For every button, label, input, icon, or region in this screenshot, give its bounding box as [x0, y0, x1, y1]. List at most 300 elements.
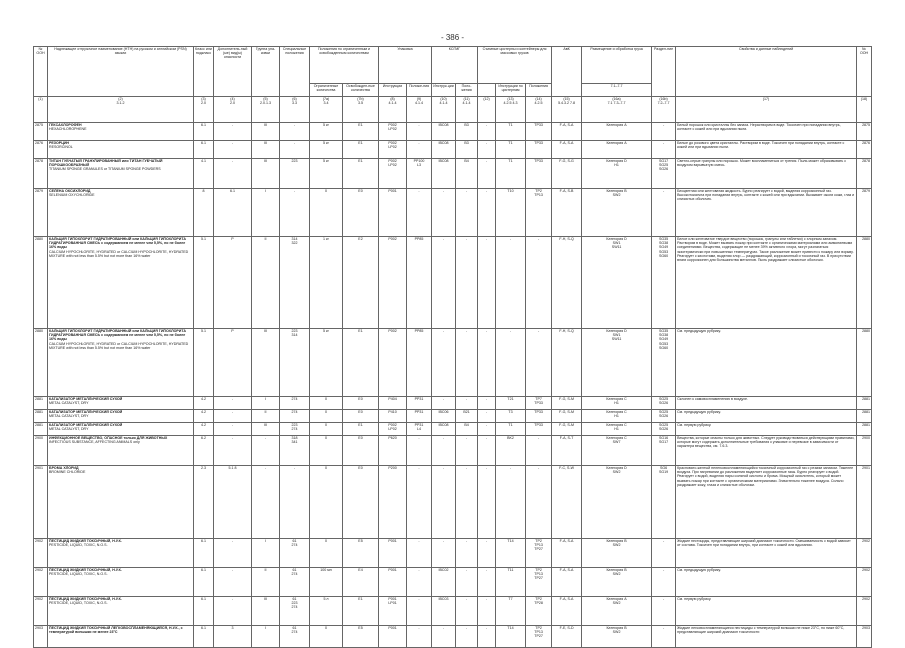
cell-special-provisions: 61 223 274 [280, 597, 310, 626]
cell-packing-group: III [252, 597, 280, 626]
cell-special-provisions: 274 [280, 397, 310, 410]
header-un-number-right: № ООН [857, 47, 872, 97]
name-en: CALCIUM HYPOCHLORITE, HYDRATED or CALCIUM HYPOCHLORITE, HYDRATED MIXTURE with not less than 5.5% but not more than 16% water [49, 341, 189, 350]
cell-properties: См. первую рубрику. [676, 423, 857, 436]
cell-un-number-right: 2901 [857, 466, 872, 539]
name-ru: ПЕСТИЦИД ЖИДКИЙ ТОКСИЧНЫЙ, Н.У.К. [49, 539, 122, 543]
cell-tank-instruction: T1 [496, 423, 526, 436]
cell-ems: F-A, S-T [552, 436, 582, 466]
cell-ems: F-G, S-M [552, 397, 582, 410]
cell-special-provisions: 61 274 [280, 568, 310, 597]
cell-packing-provision: - [407, 568, 432, 597]
cell-tank-provision: TP2 TP13 TP27 [526, 568, 552, 597]
cell-excepted-quantity: E1 [343, 123, 379, 141]
cell-properties: См. предыдущую рубрику. [676, 329, 857, 397]
cell-un-number: 2879 [34, 189, 48, 237]
cell-ems: F-A, S-B [552, 189, 582, 237]
cell-stowage: Категория D SW1 SW11 [582, 329, 652, 397]
header-col12 [478, 84, 496, 97]
cell-packing-instruction: P620 [379, 436, 407, 466]
cell-un-number: 2880 [34, 329, 48, 397]
cell-limited-quantity: 5 кг [310, 159, 343, 189]
cell-ems: F-H, S-Q [552, 237, 582, 329]
cell-excepted-quantity: E0 [343, 410, 379, 423]
cell-segregation: SG6 SG19 [652, 466, 676, 539]
colnum-3: (3) 2.0 [194, 97, 214, 123]
cell-ibc-provision: B4 [456, 423, 478, 436]
cell-un-number-right: 2900 [857, 436, 872, 466]
cell-subsidiary-hazard: - [214, 397, 252, 410]
cell-proper-shipping-name [48, 237, 194, 329]
colnum-5: (5) 2.0.1.3 [252, 97, 280, 123]
cell-packing-group: III [252, 423, 280, 436]
name-en: TITANIUM SPONGE GRANULES or TITANIUM SPONGE POWDERS [49, 167, 161, 172]
name-ru: ТИТАН ГУБЧАТЫЙ ГРАНУЛИРОВАННЫЙ или ТИТАН ГУБЧАТЫЙ ПОРОШКООБРАЗНЫЙ [49, 159, 163, 168]
table-row [34, 539, 872, 568]
cell-tank-provision: TP33 [526, 159, 552, 189]
cell-subsidiary-hazard: - [214, 436, 252, 466]
cell-properties: Жидкие легковоспламеняющиеся пестициды с температурой вспышки не ниже 23°C, но ниже 60°C, представляющие широкий диапазон токсичности [676, 626, 857, 648]
cell-un-number: 2900 [34, 436, 48, 466]
cell-limited-quantity: 5 л [310, 597, 343, 626]
cell-segregation: - [652, 123, 676, 141]
cell-ibc-provision: - [456, 189, 478, 237]
cell-properties: Белый порошок или кристаллы без запаха. Нерастворим в воде. Токсичен при попадании внутрь, контакте с кожей или при вдыхании пыли. [676, 123, 857, 141]
cell-proper-shipping-name [48, 539, 194, 568]
cell-packing-group: II [252, 410, 280, 423]
cell-un-number-right: 2881 [857, 410, 872, 423]
cell-tank-instruction: BK2 [496, 436, 526, 466]
cell-un-number: 2876 [34, 141, 48, 159]
cell-ems: F-G, S-M [552, 423, 582, 436]
cell-subsidiary-hazard: - [214, 539, 252, 568]
cell-un-number-right: 2881 [857, 397, 872, 410]
cell-properties: Светло-серые гранулы или порошок. Может воспламениться от трения. Пыль может образовывать с воздухом взрывчатую смесь. [676, 159, 857, 189]
cell-properties: Жидкие пестициды, представляющие широкий диапазон токсичности. Смешиваемость с водой зависит от состава. Токсичен при попадании внутрь, при контакте с кожей или вдыхании. [676, 539, 857, 568]
cell-limited-quantity: 5 кг [310, 329, 343, 397]
cell-packing-group: I [252, 189, 280, 237]
cell-packing-group: III [252, 141, 280, 159]
cell-stowage: Категория C H1 [582, 410, 652, 423]
table-row [34, 626, 872, 648]
cell-tank-instruction: T7 [496, 597, 526, 626]
table-row [34, 410, 872, 423]
cell-ibc-provision: - [456, 539, 478, 568]
cell-properties: Белое или желтоватое твердое вещество (порошок, гранулы или таблетки) с хлорным запахом. Растворим в воде. Может вызвать пожар при контакте с органическими материалами или аммониевыми соединениями. Вещества, содержащие не менее 39% активного хлора, могут разлагаться экзотермически при повышенных температурах. Такое разложение может привести к пожару или взрыву. Реагирует с кислотами, выделяя хлор — раздражающий, коррозионный и токсичный газ. В присутствии влаги коррозионен для большинства металлов. Пыль раздражает слизистые оболочки. [676, 237, 857, 329]
cell-packing-provision: PP85 [407, 329, 432, 397]
cell-ibc-instruction: - [432, 329, 456, 397]
cell-excepted-quantity: E0 [343, 466, 379, 539]
colnum-2: (2) 3.1.2 [48, 97, 194, 123]
cell-class: 4.2 [194, 397, 214, 410]
cell-stowage: Категория B SW2 [582, 189, 652, 237]
header-quantities-group: Положения по ограниченным и освобожденным количествам [310, 47, 379, 84]
name-en: PESTICIDE, LIQUID, TOXIC, N.O.S. [49, 601, 108, 606]
table-row [34, 329, 872, 397]
cell-ibc-instruction: - [432, 539, 456, 568]
cell-limited-quantity: 5 кг [310, 123, 343, 141]
cell-class: 6.1 [194, 141, 214, 159]
cell-un-number-right: 2902 [857, 568, 872, 597]
cell-un-number-right: 2902 [857, 597, 872, 626]
cell-ibc-instruction: - [432, 626, 456, 648]
colnum-10: (10) 4.1.4 [432, 97, 456, 123]
header-limited-quantities: Ограниченные количества [310, 84, 343, 97]
colnum-6: (6) 3.3 [280, 97, 310, 123]
table-row [34, 466, 872, 539]
name-en: METAL CATALYST, DRY [49, 427, 89, 432]
cell-class: 8 [194, 189, 214, 237]
colnum-7a: (7a) 3.4 [310, 97, 343, 123]
colnum-12: (12) [478, 97, 496, 123]
cell-limited-quantity: 0 [310, 436, 343, 466]
cell-stowage: Категория B SW2 [582, 626, 652, 648]
cell-properties: Вещества, которые опасны только для животных. Следует руководствоваться действующими правилами, которые могут содержать дополнительные требования к упаковке и перевозке в зависимости от характера вещества, см. 7.6.3. [676, 436, 857, 466]
cell-un-number: 2902 [34, 568, 48, 597]
cell-col12: - [478, 410, 496, 423]
cell-ibc-instruction: IBC08 [432, 423, 456, 436]
cell-tank-provision: TP33 [526, 141, 552, 159]
cell-un-number-right: 2880 [857, 237, 872, 329]
cell-limited-quantity: 0 [310, 539, 343, 568]
cell-proper-shipping-name [48, 568, 194, 597]
cell-ibc-provision: - [456, 466, 478, 539]
cell-un-number: 2903 [34, 626, 48, 648]
cell-stowage: Категория B SW2 [582, 539, 652, 568]
cell-stowage: Категория B SW2 [582, 568, 652, 597]
cell-packing-instruction: P002 LP02 [379, 123, 407, 141]
cell-packing-provision: - [407, 626, 432, 648]
colnum-4: (4) 2.0 [214, 97, 252, 123]
cell-packing-group: I [252, 397, 280, 410]
cell-un-number-right: 2876 [857, 141, 872, 159]
header-ibc-provisions: Поло-жения [456, 84, 478, 97]
cell-packing-provision: PP85 [407, 237, 432, 329]
cell-tank-provision: - [526, 466, 552, 539]
cell-segregation: SG35 SG38 SG49 SG53 SG60 [652, 237, 676, 329]
cell-segregation: SG25 SG26 [652, 397, 676, 410]
cell-tank-provision: TP7 TP33 [526, 397, 552, 410]
name-en: PESTICIDE, LIQUID, TOXIC, N.O.S. [49, 572, 108, 577]
cell-excepted-quantity: E5 [343, 626, 379, 648]
cell-stowage: Категория C H1 [582, 423, 652, 436]
cell-class: 6.1 [194, 539, 214, 568]
table-row [34, 141, 872, 159]
cell-stowage: Категория A [582, 123, 652, 141]
cell-properties: Склонен к самовоспламенению в воздухе. [676, 397, 857, 410]
cell-packing-provision: PP100 L3 [407, 159, 432, 189]
cell-subsidiary-hazard: - [214, 410, 252, 423]
cell-tank-instruction: - [496, 466, 526, 539]
cell-packing-instruction: P200 [379, 466, 407, 539]
cell-proper-shipping-name [48, 123, 194, 141]
cell-tank-provision: TP2 TP13 TP27 [526, 539, 552, 568]
header-excepted-quantities: Освобожден-ные количества [343, 84, 379, 97]
cell-ibc-instruction: - [432, 397, 456, 410]
cell-tank-instruction: T1 [496, 123, 526, 141]
name-en: METAL CATALYST, DRY [49, 414, 89, 419]
cell-stowage: Категория D SW1 SW11 [582, 237, 652, 329]
cell-special-provisions: 274 [280, 410, 310, 423]
cell-tank-provision: TP2 TP28 [526, 597, 552, 626]
cell-ems: F-A, S-A [552, 141, 582, 159]
cell-ems: F-A, S-A [552, 123, 582, 141]
cell-subsidiary-hazard: - [214, 597, 252, 626]
cell-ibc-provision: B3 [456, 123, 478, 141]
cell-ibc-instruction: IBC03 [432, 597, 456, 626]
cell-tank-provision: TP33 [526, 410, 552, 423]
header-ibc-group: КСГМГ [432, 47, 478, 84]
cell-segregation: SG16 SG17 [652, 436, 676, 466]
colnum-15: (15) 5.4.3.2 7.8 [552, 97, 582, 123]
cell-class: 6.1 [194, 597, 214, 626]
cell-col12: - [478, 397, 496, 410]
colnum-11: (11) 4.1.4 [456, 97, 478, 123]
cell-ibc-provision: B4 [456, 159, 478, 189]
name-ru: ГЕКСАХЛОРОФЕН [49, 123, 82, 127]
cell-subsidiary-hazard: - [214, 123, 252, 141]
table-row [34, 436, 872, 466]
cell-proper-shipping-name [48, 189, 194, 237]
cell-stowage: Категория A [582, 141, 652, 159]
cell-segregation: SG25 SG26 [652, 423, 676, 436]
cell-packing-provision: PP31 [407, 410, 432, 423]
cell-subsidiary-hazard: 6.1 [214, 189, 252, 237]
cell-proper-shipping-name [48, 141, 194, 159]
cell-ibc-provision: - [456, 626, 478, 648]
cell-segregation: - [652, 597, 676, 626]
cell-special-provisions: - [280, 466, 310, 539]
cell-packing-group: II [252, 237, 280, 329]
cell-limited-quantity: 0 [310, 397, 343, 410]
cell-ibc-provision: - [456, 397, 478, 410]
name-ru: БРОМА ХЛОРИД [49, 466, 79, 470]
cell-segregation: SG35 SG38 SG49 SG53 SG60 [652, 329, 676, 397]
cell-proper-shipping-name [48, 436, 194, 466]
cell-tank-provision: TP2 TP13 TP27 [526, 626, 552, 648]
cell-class: 6.1 [194, 568, 214, 597]
cell-segregation: SG25 SG26 [652, 410, 676, 423]
cell-limited-quantity: 100 мл [310, 568, 343, 597]
table-row [34, 237, 872, 329]
cell-ibc-provision: - [456, 436, 478, 466]
cell-packing-provision: - [407, 436, 432, 466]
cell-excepted-quantity: E1 [343, 159, 379, 189]
cell-tank-instruction: - [496, 329, 526, 397]
cell-packing-group: - [252, 436, 280, 466]
cell-stowage: Категория D SW2 [582, 466, 652, 539]
name-en: METAL CATALYST, DRY [49, 401, 89, 406]
cell-ibc-provision: B21 [456, 410, 478, 423]
colnum-8: (8) 4.1.4 [379, 97, 407, 123]
cell-packing-instruction: P002 [379, 329, 407, 397]
cell-packing-instruction: P001 [379, 568, 407, 597]
cell-segregation: - [652, 189, 676, 237]
cell-packing-instruction: P001 LP01 [379, 597, 407, 626]
cell-ibc-provision: - [456, 237, 478, 329]
colnum-18: (18) [857, 97, 872, 123]
cell-packing-provision: - [407, 597, 432, 626]
cell-class: 6.1 [194, 123, 214, 141]
cell-special-provisions: - [280, 141, 310, 159]
cell-properties: Красновато-желтый нелегковоспламеняющийся токсичный коррозионный газ с резким запахом. Тяжелее воздуха. При нагревании до разложения выделяет коррозионные газы. Бурно реагирует с водой. Реагирует с водой, выделяя пары соляной кислоты и брома. Мощный окислитель, который может вызвать пожар при контакте с органическими материалами. Значительно тяжелее воздуха. Сильно раздражает кожу, глаза и слизистые оболочки. [676, 466, 857, 539]
name-ru: СЕЛЕНА ОКСИХЛОРИД [49, 189, 91, 193]
header-tank-provisions: Положения [526, 84, 552, 97]
cell-un-number-right: 2880 [857, 329, 872, 397]
cell-subsidiary-hazard: - [214, 423, 252, 436]
cell-packing-instruction: P002 LP02 [379, 159, 407, 189]
cell-special-provisions: 314 322 [280, 237, 310, 329]
cell-tank-provision: TP2 TP13 [526, 189, 552, 237]
cell-un-number-right: 2875 [857, 123, 872, 141]
cell-ems: F-A, S-A [552, 597, 582, 626]
cell-col12: - [478, 539, 496, 568]
cell-packing-group: - [252, 466, 280, 539]
cell-packing-instruction: P410 [379, 410, 407, 423]
cell-tank-instruction: T10 [496, 189, 526, 237]
cell-col12: - [478, 436, 496, 466]
cell-properties: Бесцветная или желтоватая жидкость. Бурно реагирует с водой, выделяя коррозионный газ. Высокотоксична при попадании внутрь, контакте с кожей или при вдыхании. Вызывает ожоги кожи, глаз и слизистых оболочек. [676, 189, 857, 237]
cell-ems: F-A, S-A [552, 539, 582, 568]
cell-excepted-quantity: E5 [343, 539, 379, 568]
cell-tank-instruction: T11 [496, 568, 526, 597]
cell-class: 5.1 [194, 329, 214, 397]
cell-proper-shipping-name [48, 159, 194, 189]
cell-proper-shipping-name [48, 466, 194, 539]
cell-col12: - [478, 568, 496, 597]
table-row [34, 568, 872, 597]
cell-ems: F-C, S-W [552, 466, 582, 539]
cell-packing-group: III [252, 329, 280, 397]
cell-ibc-instruction: IBC08 [432, 141, 456, 159]
name-en: HEXACHLOROPHENE [49, 127, 87, 132]
cell-stowage: Категория C SW7 [582, 436, 652, 466]
cell-packing-group: III [252, 159, 280, 189]
cell-packing-provision: - [407, 466, 432, 539]
name-ru: ИНФЕКЦИОННОЕ ВЕЩЕСТВО, ОПАСНОЕ только ДЛЯ ЖИВОТНЫХ [49, 436, 168, 440]
name-ru: КАТАЛИЗАТОР МЕТАЛЛИЧЕСКИЙ СУХОЙ [49, 397, 123, 401]
cell-packing-provision: - [407, 141, 432, 159]
cell-proper-shipping-name [48, 423, 194, 436]
cell-special-provisions: 223 314 [280, 329, 310, 397]
cell-col12: - [478, 597, 496, 626]
cell-tank-provision: - [526, 329, 552, 397]
cell-ibc-instruction: IBC08 [432, 159, 456, 189]
cell-packing-instruction: P404 [379, 397, 407, 410]
header-properties: Свойства и данные наблюдений [676, 47, 857, 97]
cell-proper-shipping-name [48, 410, 194, 423]
name-en: INFECTIOUS SUBSTANCE, AFFECTING ANIMALS only [49, 440, 140, 445]
cell-un-number-right: 2879 [857, 189, 872, 237]
cell-limited-quantity: 0 [310, 189, 343, 237]
cell-subsidiary-hazard: 3 [214, 626, 252, 648]
header-packaging-group: Упаковка [379, 47, 432, 84]
cell-class: 4.2 [194, 410, 214, 423]
cell-ibc-instruction: IBC06 [432, 410, 456, 423]
cell-ibc-instruction: - [432, 189, 456, 237]
cell-special-provisions: 318 341 [280, 436, 310, 466]
cell-tank-instruction: T3 [496, 410, 526, 423]
name-en: CALCIUM HYPOCHLORITE, HYDRATED or CALCIUM HYPOCHLORITE, HYDRATED MIXTURE with not less than 5.5% but not more than 16% water [49, 249, 189, 258]
cell-subsidiary-hazard: P [214, 237, 252, 329]
cell-excepted-quantity: E1 [343, 423, 379, 436]
cell-special-provisions: - [280, 189, 310, 237]
header-packing-instructions: Инструкции [379, 84, 407, 97]
cell-limited-quantity: 0 [310, 423, 343, 436]
cell-limited-quantity: 5 кг [310, 141, 343, 159]
cell-un-number-right: 2902 [857, 539, 872, 568]
cell-proper-shipping-name [48, 329, 194, 397]
cell-packing-group: I [252, 626, 280, 648]
table-row [34, 397, 872, 410]
cell-ems: F-E, S-D [552, 626, 582, 648]
cell-special-provisions: 223 274 [280, 423, 310, 436]
cell-col12: - [478, 123, 496, 141]
cell-excepted-quantity: E1 [343, 597, 379, 626]
cell-ibc-instruction: - [432, 237, 456, 329]
cell-packing-instruction: P001 [379, 626, 407, 648]
cell-excepted-quantity: E0 [343, 189, 379, 237]
cell-un-number: 2902 [34, 539, 48, 568]
cell-ems: F-G, S-M [552, 410, 582, 423]
cell-special-provisions: - [280, 123, 310, 141]
name-ru: КАЛЬЦИЯ ГИПОХЛОРИТ ГИДРАТИРОВАННЫЙ или КАЛЬЦИЯ ГИПОХЛОРИТА ГИДРАТИРОВАННАЯ СМЕСЬ с содержанием не менее чем 5,5%, но не более 16% воды [49, 329, 186, 342]
cell-col12: - [478, 466, 496, 539]
cell-properties: Белые до розового цвета кристаллы. Растворим в воде. Токсичен при попадании внутрь, контакте с кожей или при вдыхании пыли. [676, 141, 857, 159]
header-ibc-instructions: Инструк-ции [432, 84, 456, 97]
colnum-1: (1) [34, 97, 48, 123]
header-special-provisions: Специальные положения [280, 47, 310, 97]
cell-packing-instruction: P002 LP02 [379, 141, 407, 159]
cell-excepted-quantity: E2 [343, 237, 379, 329]
cell-limited-quantity: 1 кг [310, 237, 343, 329]
cell-excepted-quantity: E1 [343, 141, 379, 159]
table-row [34, 597, 872, 626]
colnum-9: (9) 4.1.4 [407, 97, 432, 123]
header-packing-provisions: Положе-ния [407, 84, 432, 97]
name-ru: ПЕСТИЦИД ЖИДКИЙ ТОКСИЧНЫЙ, Н.У.К. [49, 568, 122, 572]
cell-col12: - [478, 626, 496, 648]
header-stowage-group: Размещение и обработка груза [582, 47, 652, 84]
cell-un-number: 2901 [34, 466, 48, 539]
cell-properties: См. предыдущую рубрику. [676, 568, 857, 597]
cell-un-number: 2880 [34, 237, 48, 329]
header-ems: АвК [552, 47, 582, 97]
cell-un-number: 2881 [34, 423, 48, 436]
colnum-16a: (16a) 7.1 7.3–7.7 [582, 97, 652, 123]
colnum-16b: (16b) 7.2–7.7 [652, 97, 676, 123]
cell-class: 4.1 [194, 159, 214, 189]
cell-subsidiary-hazard: - [214, 159, 252, 189]
cell-un-number: 2881 [34, 410, 48, 423]
cell-packing-group: II [252, 568, 280, 597]
cell-excepted-quantity: E0 [343, 397, 379, 410]
cell-packing-instruction: P002 [379, 237, 407, 329]
cell-ibc-provision: - [456, 597, 478, 626]
cell-tank-instruction: T1 [496, 159, 526, 189]
cell-subsidiary-hazard: P [214, 329, 252, 397]
cell-un-number: 2875 [34, 123, 48, 141]
cell-class: 5.1 [194, 237, 214, 329]
cell-subsidiary-hazard: - [214, 141, 252, 159]
cell-excepted-quantity: E0 [343, 436, 379, 466]
cell-packing-provision: PP31 [407, 397, 432, 410]
cell-packing-instruction: P002 LP02 [379, 423, 407, 436]
cell-stowage: Категория D H1 [582, 159, 652, 189]
cell-segregation: SG17 SG25 SG26 [652, 159, 676, 189]
cell-col12: - [478, 423, 496, 436]
cell-subsidiary-hazard: - [214, 568, 252, 597]
